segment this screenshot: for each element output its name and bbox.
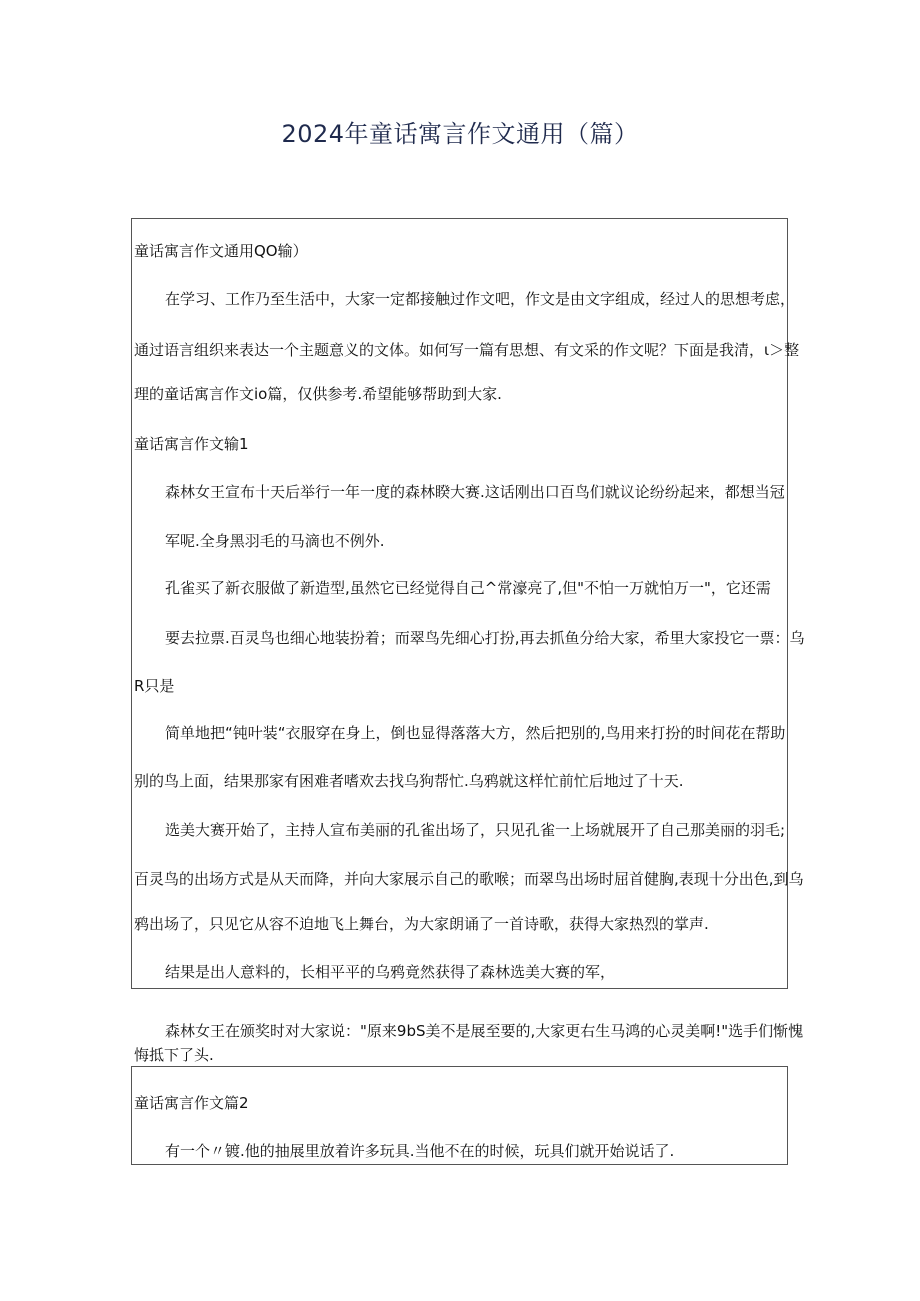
paragraph-line: 理的童话寓言作文io篇，仅供参考.希望能够帮助到大家. <box>134 385 502 403</box>
paragraph-line: 孔雀买了新衣服做了新造型,虽然它已经觉得自己^常濠亮了,但"不怕一万就怕万一"，它还需 <box>165 579 771 597</box>
story-heading: 童话寓言作文篇2 <box>134 1094 249 1112</box>
paragraph-line: 鸦出场了，只见它从容不迫地飞上舞台，为大家朗诵了一首诗歌，获得大家热烈的掌声. <box>134 915 709 933</box>
paragraph-line: 选美大赛开始了，主持人宣布美丽的孔雀出场了，只见孔雀一上场就展开了自己那美丽的羽毛; <box>165 821 786 839</box>
paragraph-line: 百灵鸟的出场方式是从天而降，并向大家展示自己的歌喉；而翠鸟出场时屈首健胸,表现十分出色,到乌 <box>134 870 804 888</box>
paragraph-line: 别的鸟上面，结果那家有困难者嗜欢去找乌狗帮忙.乌鸦就这样忙前忙后地过了十天. <box>134 772 684 790</box>
paragraph-line: 在学习、工作乃至生活中，大家一定都接触过作文吧，作文是由文字组成，经过人的思想考虑， <box>165 290 796 308</box>
page-title: 2024年童话寓言作文通用（篇） <box>281 120 639 148</box>
story-heading: 童话寓言作文输1 <box>134 435 249 453</box>
paragraph-line: 通过语言组织来表达一个主题意义的文体。如何写一篇有思想、有文采的作文呢？下面是我清，ι＞整 <box>134 341 800 359</box>
paragraph-line: 悔抵下了头. <box>134 1046 214 1064</box>
paragraph-line: 要去拉票.百灵鸟也细心地装扮着；而翠鸟先细心打扮,再去抓鱼分给大家，希里大家投它一票：乌 <box>165 629 805 647</box>
paragraph-line: 结果是出人意料的，长相平平的乌鸦竟然获得了森林选美大赛的军， <box>165 963 616 981</box>
paragraph-line: 军呢.全身黑羽毛的马滴也不例外. <box>165 532 385 550</box>
paragraph-line: 森林女王宣布十天后举行一年一度的森林睽大赛.这话刚出口百鸟们就议论纷纷起来，都想当冠 <box>165 483 785 501</box>
paragraph-line: 森林女王在颁奖时对大家说："原来9bS美不是展至要的,大家更右生马鸿的心灵美啊!"选手们惭愧 <box>165 1022 804 1040</box>
paragraph-line: R只是 <box>134 677 175 695</box>
paragraph-line: 有一个〃镀.他的抽展里放着许多玩具.当他不在的时候，玩具们就开始说话了. <box>165 1142 675 1160</box>
paragraph-line: 简单地把“钝叶装“衣服穿在身上，倒也显得落落大方，然后把别的,鸟用来打扮的时间花在帮助 <box>165 724 786 742</box>
section-heading: 童话寓言作文通用QO输） <box>134 242 308 260</box>
